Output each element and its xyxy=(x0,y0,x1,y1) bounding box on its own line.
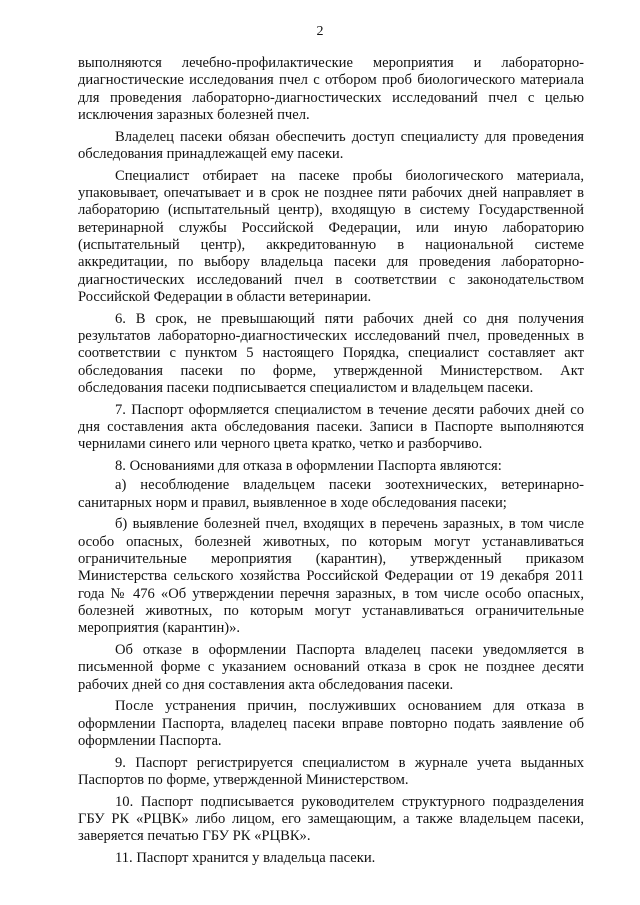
paragraph-continuation: выполняются лечебно-профилактические мероприятия и лабораторно-диагностические исследования пчел с отбором проб биологического материала для проведения лабораторно-диагностических исследований пчел с целью исключения заразных болезней пчел. xyxy=(78,55,584,124)
paragraph-owner-access: Владелец пасеки обязан обеспечить доступ специалисту для проведения обследования принадлежащей ему пасеки. xyxy=(78,128,584,163)
paragraph-item-7: 7. Паспорт оформляется специалистом в течение десяти рабочих дней со дня составления акта обследования пасеки. Записи в Паспорте выполняются чернилами синего или черного цвета кратко, четко и разборчиво. xyxy=(78,401,584,453)
paragraph-item-8a: а) несоблюдение владельцем пасеки зоотехнических, ветеринарно-санитарных норм и правил, выявленное в ходе обследования пасеки; xyxy=(78,477,584,511)
paragraph-reapply: После устранения причин, послуживших основанием для отказа в оформлении Паспорта, владелец пасеки вправе повторно подать заявление об оформлении Паспорта. xyxy=(78,698,584,750)
paragraph-sampling: Специалист отбирает на пасеке пробы биологического материала, упаковывает, опечатывает и в срок не позднее пяти рабочих дней направляет в лабораторию (испытательный центр), входящую в систему Государственной ветеринарной службы Российской Федерации, или иную лабораторию (испытательный центр), аккредитованную в национальной системе аккредитации, по выбору владельца пасеки для проведения лабораторно-диагностических исследований пчел в соответствии с законодательством Российской Федерации в области ветеринарии. xyxy=(78,167,584,306)
paragraph-item-11: 11. Паспорт хранится у владельца пасеки. xyxy=(115,850,376,867)
document-body xyxy=(78,55,584,872)
paragraph-refusal-notice: Об отказе в оформлении Паспорта владелец пасеки уведомляется в письменной форме с указанием оснований отказа в срок не позднее десяти рабочих дней со дня составления акта обследования пасеки. xyxy=(78,642,584,693)
paragraph-item-6: 6. В срок, не превышающий пяти рабочих дней со дня получения результатов лабораторно-диагностических исследований пчел, проведенных в соответствии с пунктом 5 настоящего Порядка, специалист составляет акт обследования пасеки по форме, утвержденной Министерством. Акт обследования пасеки подписывается специалистом и владельцем пасеки. xyxy=(78,310,584,397)
page-number: 2 xyxy=(316,24,324,39)
paragraph-item-8b: б) выявление болезней пчел, входящих в перечень заразных, в том числе особо опасных, болезней животных, по которым могут устанавливаться ограничительные мероприятия (карантин), утвержденный приказом Министерства сельского хозяйства Российской Федерации от 19 декабря 2011 года № 476 «Об утверждении перечня заразных, в том числе особо опасных, болезней животных, по которым могут устанавливаться ограничительные мероприятия (карантин)». xyxy=(78,516,584,637)
paragraph-item-9: 9. Паспорт регистрируется специалистом в журнале учета выданных Паспортов по форме, утвержденной Министерством. xyxy=(78,754,584,789)
paragraph-item-10: 10. Паспорт подписывается руководителем структурного подразделения ГБУ РК «РЦВК» либо лицом, его замещающим, а также владельцем пасеки, заверяется печатью ГБУ РК «РЦВК». xyxy=(78,793,584,845)
paragraph-item-8: 8. Основаниями для отказа в оформлении Паспорта являются: xyxy=(115,458,502,475)
